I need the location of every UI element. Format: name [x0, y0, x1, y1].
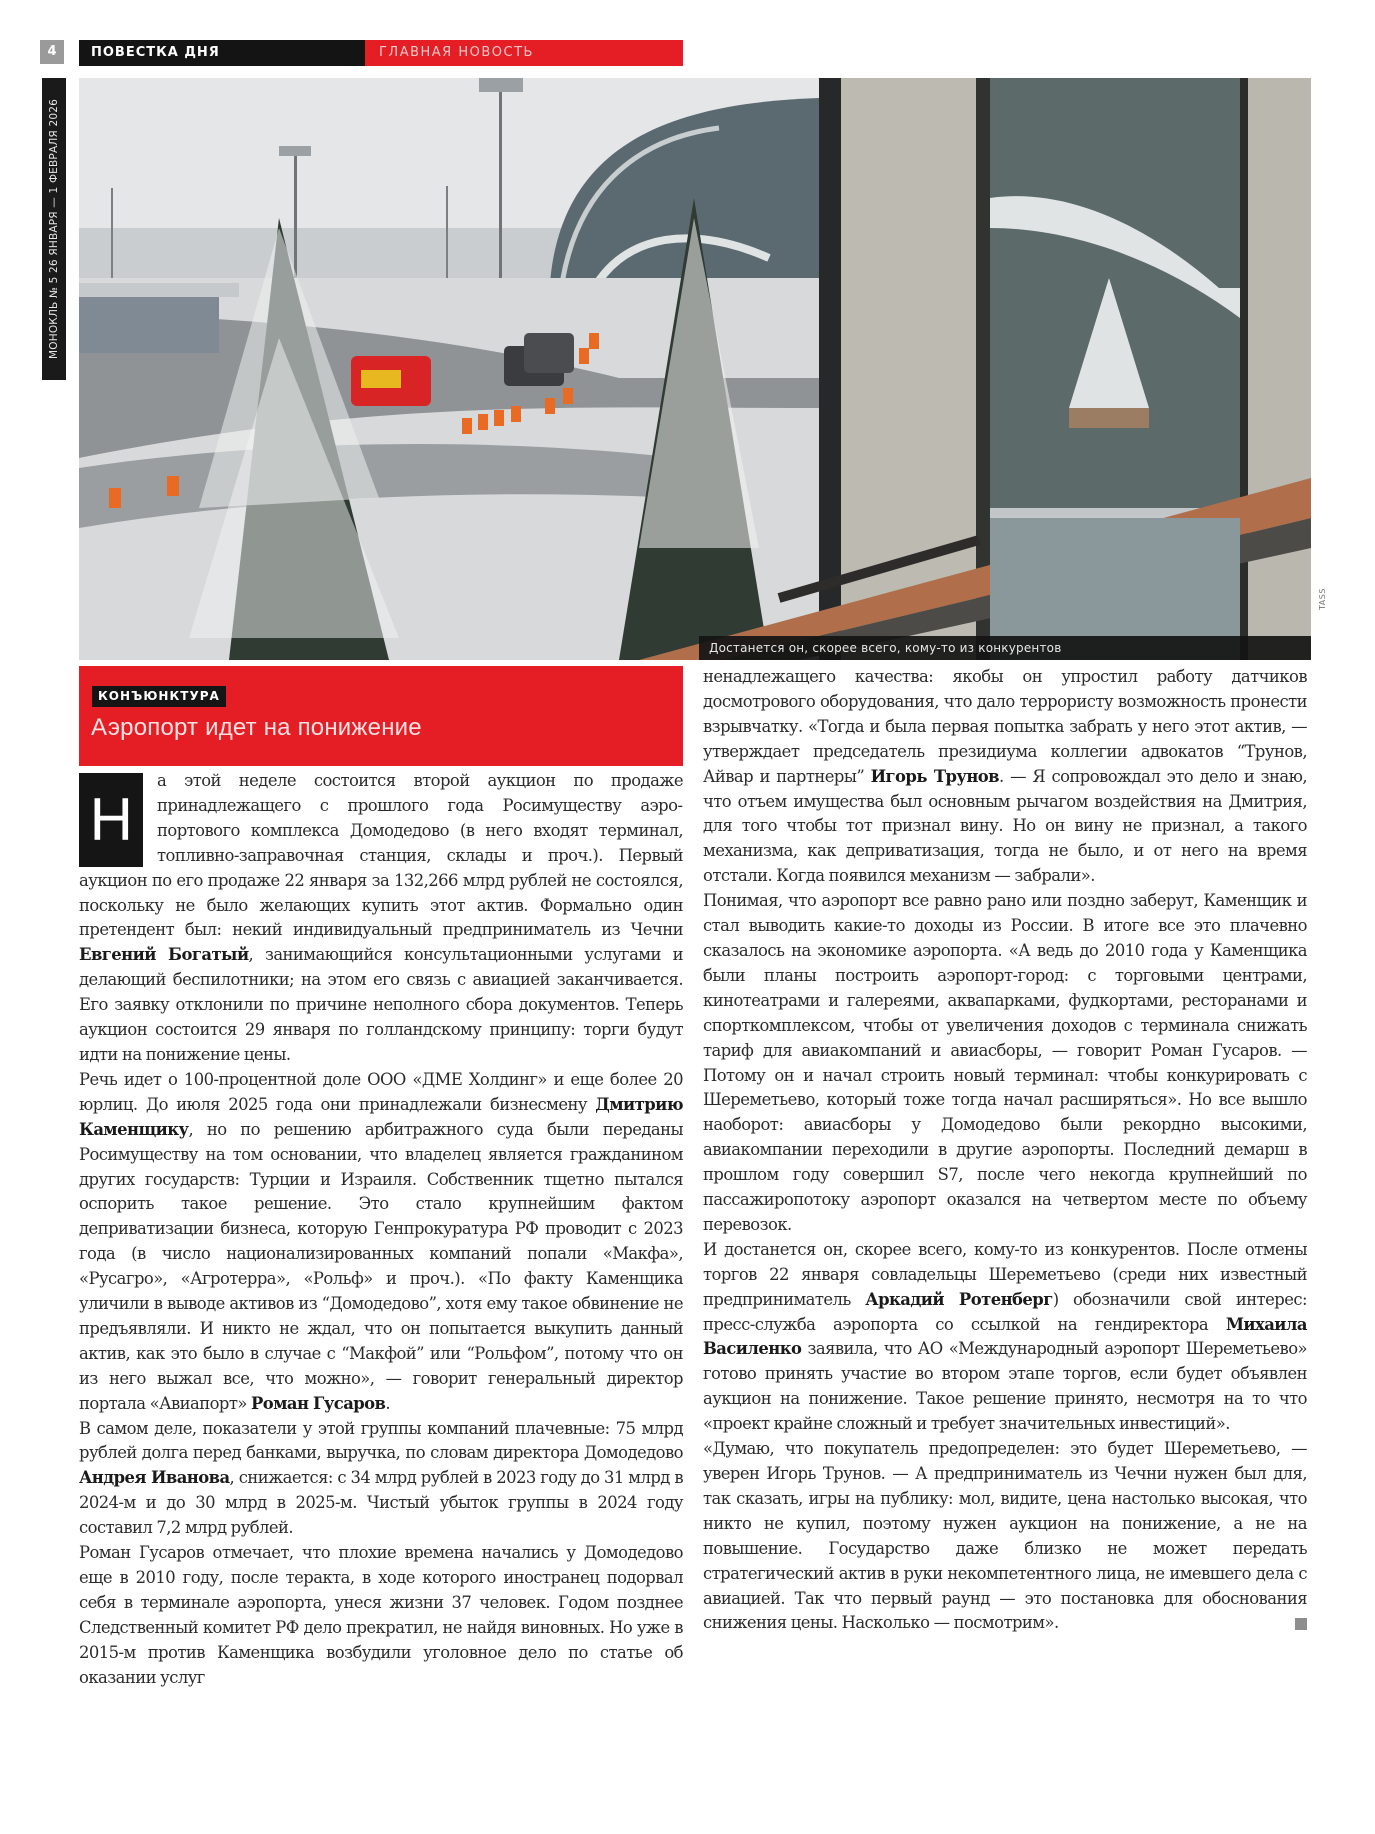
- subsection-label: ГЛАВНАЯ НОВОСТЬ: [365, 40, 683, 66]
- person-name: Игорь Трунов: [870, 766, 999, 786]
- article-column-right: [703, 665, 1307, 1636]
- person-name: Роман Гусаров: [251, 1393, 386, 1413]
- article-column-left: [79, 769, 683, 1691]
- paragraph: Роман Гусаров отмечает, что плохие времена начались у Домодедово еще в 2010 году, после теракта, в ходе которого иностранец подорвал себя в терминале аэропорта, унеся жизни 37 человек. Годом позднее Следственный комитет РФ дело прекратил, не найдя виновных. Но уже в 2015-м против Каменщика возбудили уголовное дело по статье об оказании услуг: [79, 1543, 683, 1687]
- article-headline: Аэропорт идет на понижение: [91, 714, 422, 741]
- section-label: ПОВЕСТКА ДНЯ: [79, 40, 365, 66]
- paragraph: Н а этой неделе состоится второй аукцион по продаже принадлежащего с прошлого года Росимуществу аэропортового комплекса Домодедово (в него входят терминал, топливно-заправочная станция, склады и проч.). Первый аукцион по его продаже 22 января за 132,266 млрд рублей не состоялся, поскольку не было желающих купить этот актив. Формально один претендент был: некий индивидуальный предприниматель из Чечни Евгений Богатый, занимающийся консультационными услугами и делающий беспилотники; на этом его связь с авиацией заканчивается. Его заявку отклонили по причине неполного сбора документов. Теперь аукцион состоится 29 января по голландскому принципу: торги будут идти на понижение цены.: [79, 771, 683, 1064]
- paragraph: Понимая, что аэропорт все равно рано или поздно заберут, Каменщик и стал выводить какие-то доходы из России. В итоге все это плачевно сказалось на экономике аэропорта. «А ведь до 2010 года у Каменщика были планы построить аэропорт-город: с торговыми центрами, кинотеатрами и галереями, аквапарками, фудкортами, ресторанами и спорткомплексом, чтобы от увеличения доходов с терминала снижать тариф для авиакомпаний и авиасборы, — говорит Роман Гусаров. — Потому он и начал строить новый терминал: чтобы конкурировать с Шереметьево, который тоже тогда начал расширяться». Но все вышло наоборот: авиасборы у Домодедово были рекордно высокими, авиакомпании переходили в другие аэропорты. Последний демарш в прошлом году совершил S7, после чего некогда крупнейший по пассажиропотоку аэропорт оказался на четвертом месте по объему перевозок.: [703, 891, 1307, 1234]
- end-of-article-square-icon: [1295, 1618, 1307, 1630]
- article-photo: [79, 78, 1311, 660]
- person-name: Евгений Богатый: [79, 945, 249, 965]
- person-name: Дмитрию Каменщику: [79, 1094, 683, 1139]
- article-kicker: КОНЪЮНКТУРА: [92, 686, 226, 707]
- photo-credit: TASS: [1318, 588, 1327, 610]
- drop-cap: Н: [79, 773, 143, 867]
- article-header: [79, 666, 683, 766]
- paragraph: ненадлежащего качества: якобы он упростил работу датчиков досмотрового оборудования, что дало террористу возможность пронести взрывчатку. «Тогда и была первая попытка забрать у него этот актив, — утверждает председатель президиума коллегии адвокатов “Трунов, Айвар и партнеры” Игорь Трунов. — Я сопровождал это дело и знаю, что отъем имущества был основным рычагом воздействия на Дмитрия, для того чтобы тот признал вину. Но он вину не признал, а такого механизма, как деприватизация, тогда не было, и от него на время отстали. Когда появился механизм — забрали».: [703, 667, 1307, 886]
- person-name: Михаила Василенко: [703, 1314, 1307, 1359]
- photo-caption: Достанется он, скорее всего, кому-то из конкурентов: [699, 636, 1311, 660]
- paragraph: Речь идет о 100-процентной доле ООО «ДМЕ Холдинг» и еще более 20 юрлиц. До июля 2025 года они принадлежали бизнесмену Дмитрию Каменщику, но по решению арбитражного суда были переданы Росимуществу на том основании, что владелец является гражданином других государств: Турции и Израиля. Собственник тщетно пытался оспорить такое решение. Это стало крупнейшим фактом деприватизации бизнеса, которую Генпрокуратура РФ проводит с 2023 года (в число национализированных компаний попали «Макфа», «Русагро», «Агротерра», «Рольф» и проч.). «По факту Каменщика уличили в выводе активов из “Домодедово”, хотя ему такое обвинение не предъявляли. И никто не ждал, что он попытается выкупить данный актив, как это было в случае с “Макфой” или “Рольфом”, потому что он из него выжал все, что можно», — говорит генеральный директор портала «Авиапорт» Роман Гусаров.: [79, 1069, 683, 1413]
- airport-photo-illustration: [79, 78, 1311, 660]
- paragraph: И достанется он, скорее всего, кому-то из конкурентов. После отмены торгов 22 января совладельцы Шереметьево (среди них известный предприниматель Аркадий Ротенберг) обозначили свой интерес: пресс-служба аэропорта со ссылкой на гендиректора Михаила Василенко заявила, что АО «Международный аэропорт Шереметьево» готово принять участие во втором этапе торгов, если будет объявлен аукцион на понижение. Такое решение принято, несмотря на то что «проект крайне сложный и требует значительных инвестиций».: [703, 1239, 1307, 1434]
- person-name: Аркадий Ротенберг: [865, 1289, 1053, 1309]
- person-name: Андрея Иванова: [79, 1468, 230, 1488]
- issue-text: МОНОКЛЬ № 5 26 ЯНВАРЯ — 1 ФЕВРАЛЯ 2026: [48, 99, 60, 359]
- page-number: 4: [40, 40, 64, 64]
- paragraph: В самом деле, показатели у этой группы компаний плачевные: 75 млрд рублей долга перед банками, выручка, по словам директора Домодедово Андрея Иванова, снижается: с 34 млрд рублей в 2023 году до 31 млрд в 2024-м и до 30 млрд в 2025-м. Чистый убыток группы в 2024 году составил 7,2 млрд рублей.: [79, 1418, 683, 1538]
- issue-strip: [42, 78, 66, 380]
- paragraph: «Думаю, что покупатель предопределен: это будет Шереметьево, — уверен Игорь Трунов. — А предприниматель из Чечни нужен был для, так сказать, игры на публику: мол, видите, цена настолько высокая, что никто не купил, поэтому нужен аукцион на понижение, а не на повышение. Государство даже близко не может передать стратегический актив в руки некомпетентного лица, не имевшего дела с авиацией. Так что первый раунд — это постановка для обоснования снижения цены. Насколько — посмотрим».: [703, 1439, 1307, 1633]
